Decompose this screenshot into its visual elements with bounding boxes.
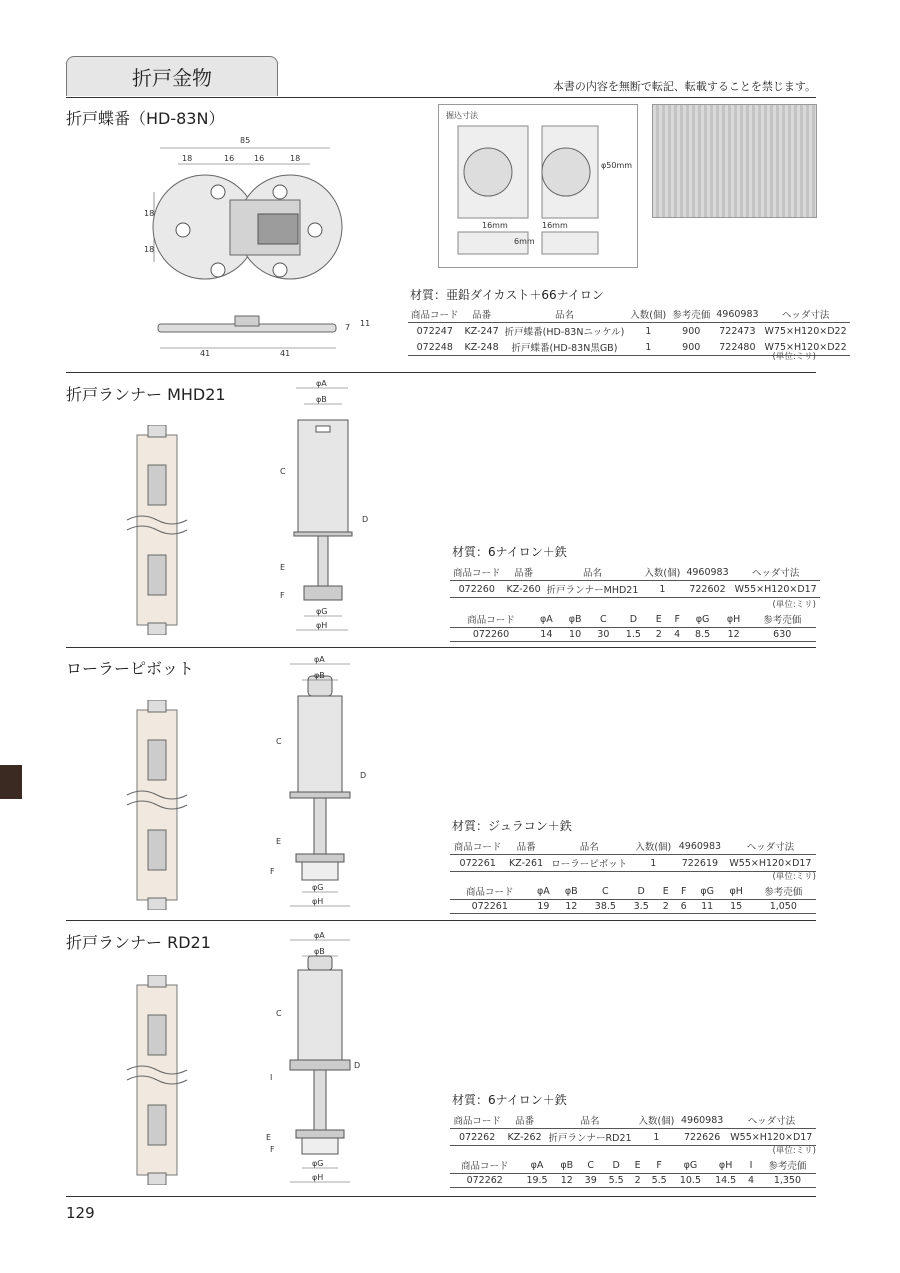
svg-text:φH: φH [312, 1173, 324, 1182]
svg-text:φA: φA [316, 379, 327, 388]
material-roller-pivot: 材質：ジュラコン＋鉄 [452, 819, 572, 833]
svg-text:D: D [360, 771, 367, 780]
copyright-notice: 本書の内容を無断で転記、転載することを禁じます。 [552, 80, 816, 93]
dimension-table-rd21: 商品コード φA φB C D E F φG φH I 参考売価 072262 19.5 12 39 5.5 2 5.5 10.5 14.5 4 1,350 [450, 1157, 816, 1188]
header-divider [66, 97, 816, 98]
svg-text:C: C [280, 467, 286, 476]
svg-text:16: 16 [254, 154, 265, 163]
section-divider [66, 920, 816, 921]
svg-text:F: F [270, 1145, 275, 1154]
svg-text:E: E [276, 837, 282, 846]
dim-85: 85 [240, 136, 251, 145]
svg-text:41: 41 [280, 349, 291, 358]
section-divider [66, 372, 816, 373]
spec-table-hinge: 商品コード 品番 品名 入数(個) 参考売価 4960983 ヘッダ寸法 072247 KZ-247 折戸蝶番(HD-83Nニッケル) 1 900 722473 W75×H120×D22 072248 KZ-248 折戸蝶番(HD-83N黒GB) 1 900 722480 W75×H120×D22 [408, 306, 850, 356]
svg-text:18: 18 [182, 154, 193, 163]
hinge-installed-photo [652, 104, 817, 218]
dimension-table-roller-pivot: 商品コード φA φB C D E F φG φH 参考売価 072261 19 12 38.5 3.5 2 6 11 15 1,050 [450, 883, 816, 914]
unit-note: (単位:ミリ) [772, 352, 816, 362]
svg-text:F: F [270, 867, 275, 876]
section-title-roller-pivot: ローラーピボット [66, 659, 195, 678]
spec-table-roller-pivot: 商品コード 品番 品名 入数(個) 4960983 ヘッダ寸法 072261 KZ-261 ローラーピボット 1 722619 W55×H120×D17 [450, 838, 816, 872]
svg-text:7: 7 [345, 323, 351, 332]
svg-text:φG: φG [312, 883, 324, 892]
unit-note: (単位:ミリ) [772, 600, 816, 610]
runner-mhd21-drawing [268, 378, 388, 640]
svg-text:D: D [354, 1061, 361, 1070]
roller-pivot-drawing [258, 652, 388, 914]
svg-text:φG: φG [316, 607, 328, 616]
table-row: 072262 KZ-262 折戸ランナーRD21 1 722626 W55×H120×D17 [450, 1129, 816, 1146]
svg-text:I: I [270, 1073, 273, 1082]
table-row: 072248 KZ-248 折戸蝶番(HD-83N黒GB) 1 900 722480 W75×H120×D22 [408, 339, 850, 356]
section-title-rd21: 折戸ランナー RD21 [66, 933, 211, 952]
svg-text:φA: φA [314, 655, 325, 664]
svg-text:φB: φB [314, 671, 325, 680]
spec-table-rd21: 商品コード 品番 品名 入数(個) 4960983 ヘッダ寸法 072262 KZ-262 折戸ランナーRD21 1 722626 W55×H120×D17 [450, 1112, 816, 1146]
spec-table-mhd21: 商品コード 品番 品名 入数(個) 4960983 ヘッダ寸法 072260 KZ-260 折戸ランナーMHD21 1 722602 W55×H120×D17 [450, 564, 820, 598]
table-row: 072261 19 12 38.5 3.5 2 6 11 15 1,050 [450, 900, 816, 914]
table-row: 072260 KZ-260 折戸ランナーMHD21 1 722602 W55×H120×D17 [450, 581, 820, 598]
svg-text:6mm: 6mm [514, 237, 535, 246]
footer-divider [66, 1196, 816, 1197]
svg-text:φA: φA [314, 931, 325, 940]
svg-text:16mm: 16mm [542, 221, 568, 230]
svg-text:C: C [276, 1009, 282, 1018]
svg-text:F: F [280, 591, 285, 600]
dimension-table-mhd21: 商品コード φA φB C D E F φG φH 参考売価 072260 14 10 30 1.5 2 4 8.5 12 630 [450, 611, 816, 642]
category-title: 折戸金物 [132, 66, 212, 90]
material-rd21: 材質：6ナイロン＋鉄 [452, 1093, 567, 1107]
svg-text:φB: φB [316, 395, 327, 404]
svg-text:φG: φG [312, 1159, 324, 1168]
unit-note: (単位:ミリ) [772, 1146, 816, 1156]
svg-text:E: E [266, 1133, 272, 1142]
svg-text:D: D [362, 515, 369, 524]
svg-text:C: C [276, 737, 282, 746]
svg-text:φH: φH [312, 897, 324, 906]
svg-text:11: 11 [360, 319, 370, 328]
door-install-diagram [122, 425, 192, 635]
runner-rd21-drawing [258, 928, 388, 1190]
svg-text:41: 41 [200, 349, 211, 358]
section-title-hinge: 折戸蝶番（HD-83N） [66, 109, 225, 128]
material-hinge: 材質：亜鉛ダイカスト＋66ナイロン [410, 288, 604, 302]
svg-text:18: 18 [290, 154, 301, 163]
table-row: 072262 19.5 12 39 5.5 2 5.5 10.5 14.5 4 1,350 [450, 1174, 816, 1188]
svg-text:φ50mm: φ50mm [601, 161, 633, 170]
door-install-diagram [122, 975, 192, 1185]
svg-text:18: 18 [144, 209, 155, 218]
page-number: 129 [66, 1204, 95, 1222]
svg-text:E: E [280, 563, 286, 572]
svg-text:φH: φH [316, 621, 328, 630]
svg-text:18: 18 [144, 245, 155, 254]
table-row: 072261 KZ-261 ローラーピボット 1 722619 W55×H120×D17 [450, 855, 816, 872]
unit-note: (単位:ミリ) [772, 872, 816, 882]
svg-text:φB: φB [314, 947, 325, 956]
svg-text:16mm: 16mm [482, 221, 508, 230]
section-divider [66, 647, 816, 648]
chapter-side-tab [0, 765, 22, 799]
table-row: 072247 KZ-247 折戸蝶番(HD-83Nニッケル) 1 900 722473 W75×H120×D22 [416, 325, 847, 338]
hinge-drawing [140, 130, 370, 360]
svg-text:16: 16 [224, 154, 235, 163]
material-mhd21: 材質：6ナイロン＋鉄 [452, 545, 567, 559]
table-row: 072260 14 10 30 1.5 2 4 8.5 12 630 [450, 628, 816, 642]
mounting-dimension-diagram [438, 104, 638, 268]
section-title-mhd21: 折戸ランナー MHD21 [66, 385, 226, 404]
svg-text:掘込寸法: 掘込寸法 [446, 111, 478, 120]
door-install-diagram [122, 700, 192, 910]
